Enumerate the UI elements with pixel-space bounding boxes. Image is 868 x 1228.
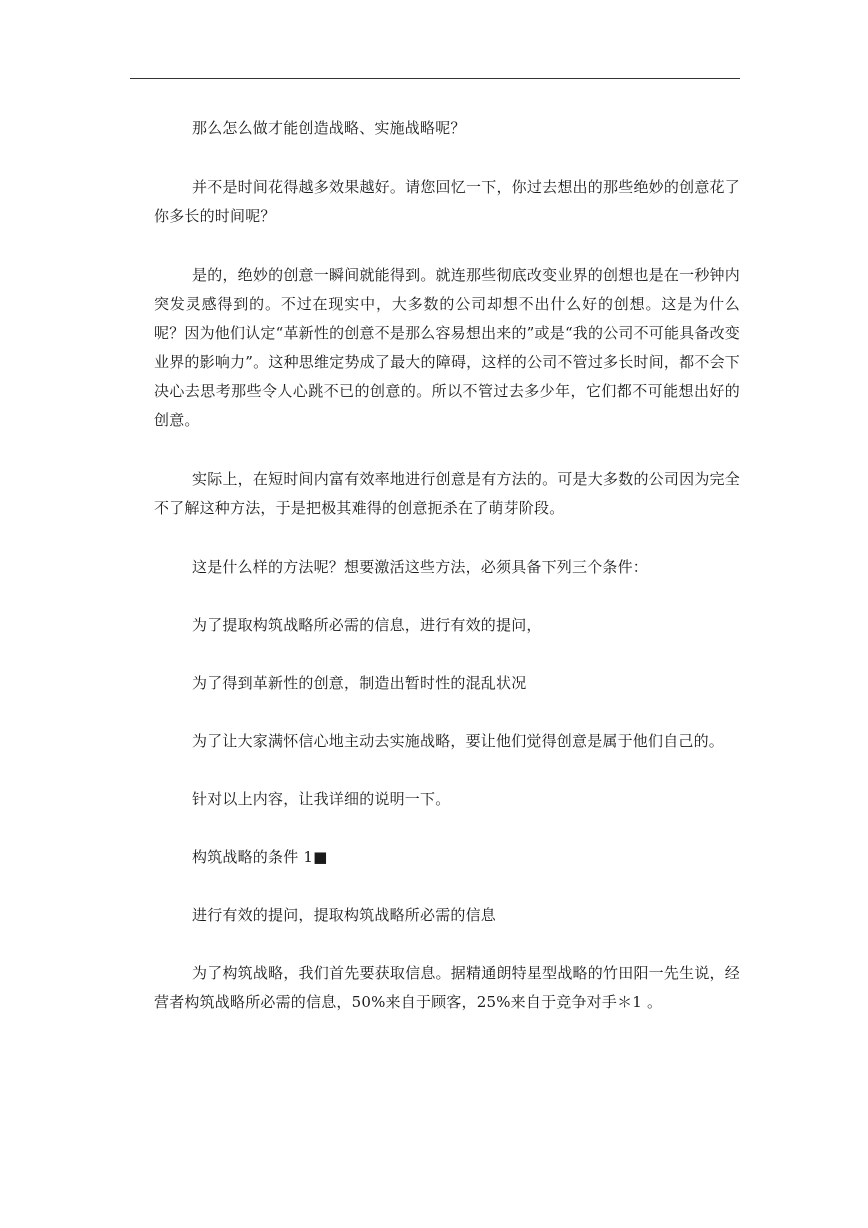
header-rule bbox=[130, 78, 740, 79]
paragraph-explain: 针对以上内容，让我详细的说明一下。 bbox=[192, 790, 451, 808]
paragraph-ideas: 是的，绝妙的创意一瞬间就能得到。就连那些彻底改变业界的创想也是在一秒钟内突发灵感得到的。不过在现实中，大多数的公司却想不出什么好的创想。这是为什么呢？因为他们认定“革新性的创意不是那么容易想出来的”或是“我的公司不可能具备改变业界的影响力”。这种思维定势成了最大的障碍，这样的公司不管过多长时间，都不会下决心去思考那些令人心跳不已的创意的。所以不管过去多少年，它们都不可能想出好的创意。 bbox=[154, 266, 741, 429]
paragraph-time: 并不是时间花得越多效果越好。请您回忆一下，你过去想出的那些绝妙的创意花了你多长的时间呢？ bbox=[154, 178, 740, 225]
paragraph-question: 那么怎么做才能创造战略、实施战略呢？ bbox=[192, 119, 466, 137]
condition-item-2: 为了得到革新性的创意，制造出暂时性的混乱状况 bbox=[192, 674, 527, 692]
condition-item-1: 为了提取构筑战略所必需的信息，进行有效的提问， bbox=[192, 616, 542, 634]
condition-item-3: 为了让大家满怀信心地主动去实施战略，要让他们觉得创意是属于他们自己的。 bbox=[192, 732, 725, 750]
paragraph-method: 实际上，在短时间内富有效率地进行创意是有方法的。可是大多数的公司因为完全不了解这种方法，于是把极其难得的创意扼杀在了萌芽阶段。 bbox=[154, 470, 740, 517]
document-body bbox=[154, 114, 740, 1017]
section-subheading: 进行有效的提问，提取构筑战略所必需的信息 bbox=[192, 906, 497, 924]
paragraph-conditions-intro: 这是什么样的方法呢？想要激活这些方法，必须具备下列三个条件： bbox=[192, 558, 649, 576]
paragraph-information: 为了构筑战略，我们首先要获取信息。据精通朗特星型战略的竹田阳一先生说，经营者构筑战略所必需的信息，50%来自于顾客，25%来自于竞争对手＊1 。 bbox=[154, 964, 740, 1011]
section-heading-condition-1: 构筑战略的条件 1■ bbox=[192, 848, 328, 866]
